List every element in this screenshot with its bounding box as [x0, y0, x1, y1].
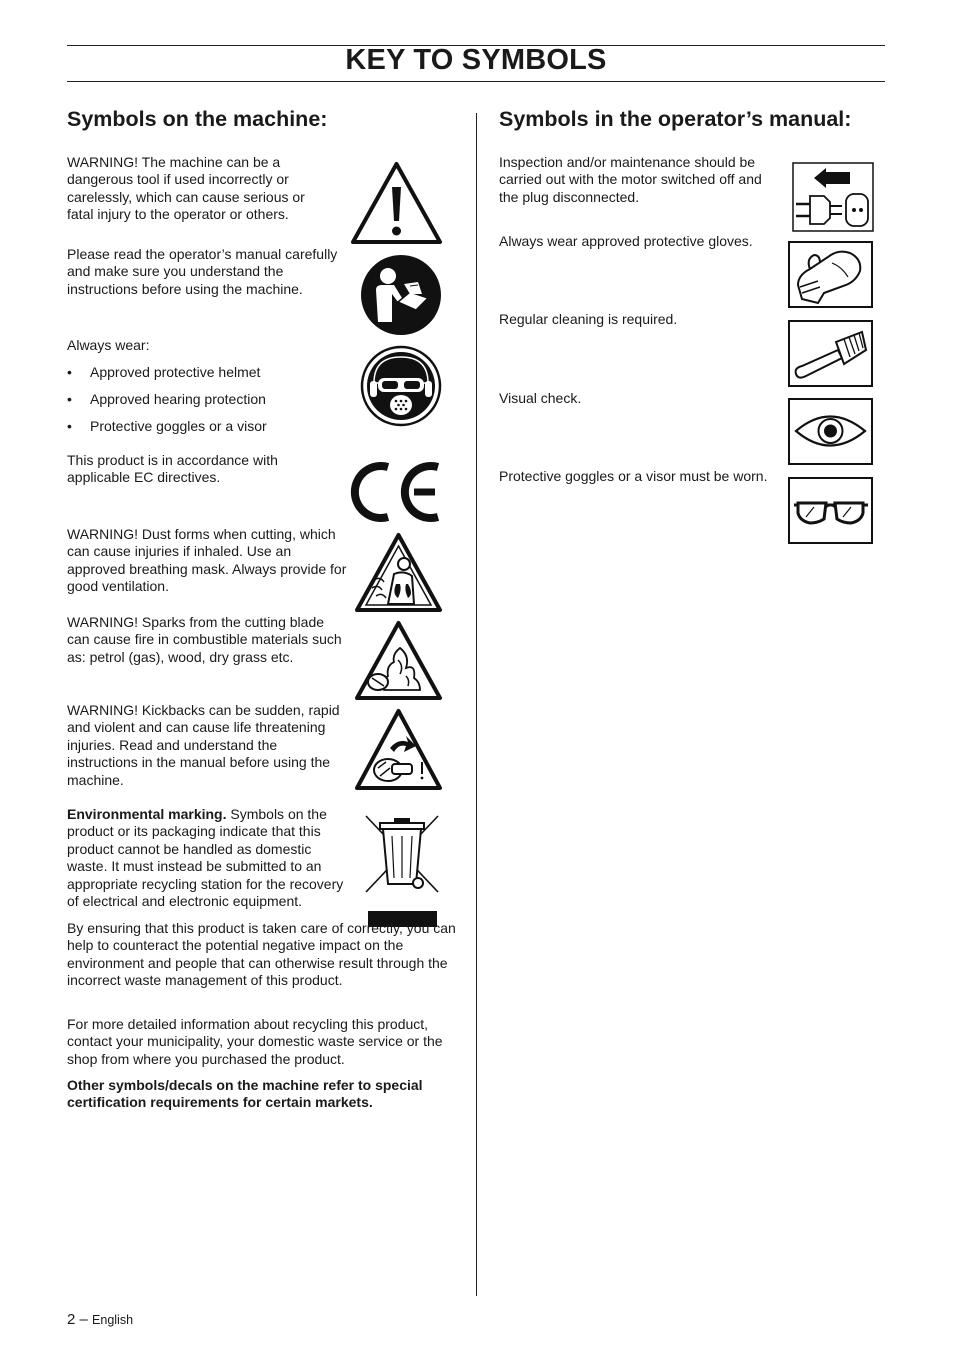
warning-general-text: WARNING! The machine can be a dangerous tool if used incorrectly or carelessly, which can cause serious or fatal injury to the operator or others.: [67, 154, 305, 223]
ce-directive-text: This product is in accordance with applicable EC directives.: [67, 452, 278, 486]
ce-mark-icon: [350, 459, 443, 525]
bullet-dot: •: [67, 364, 72, 380]
read-manual-icon: [360, 254, 442, 336]
inspection-text: Inspection and/or maintenance should be carried out with the motor switched off and the plug disconnected.: [499, 154, 762, 205]
left-section-heading: Symbols on the machine:: [67, 107, 328, 131]
right-section-heading: Symbols in the operator’s manual:: [499, 107, 852, 131]
bullet-dot: •: [67, 418, 72, 434]
kickback-warning-text: WARNING! Kickbacks can be sudden, rapid and violent and can cause life threatening injuries. Read and understand the instructions in the manual before using the machine.: [67, 702, 340, 788]
footer-language: English: [92, 1313, 134, 1327]
sparks-fire-warning-icon: [354, 620, 443, 701]
kickback-warning-icon: [354, 708, 443, 791]
gloves-icon: [788, 241, 873, 308]
visual-check-text: Visual check.: [499, 390, 582, 406]
protective-equipment-icon: [360, 345, 442, 427]
column-divider: [476, 113, 477, 1296]
goggles-required-text: Protective goggles or a visor must be worn.: [499, 468, 768, 484]
unplug-icon: [792, 162, 874, 232]
bullet-hearing-text: Approved hearing protection: [90, 391, 266, 407]
header-bottom-rule: [67, 81, 885, 82]
environmental-marking-text: [67, 806, 352, 910]
environmental-marking-body: Symbols on the product or its packaging indicate that this product cannot be handled as domestic waste. It must instead be submitted to an appropriate recycling station for the recovery of electrical and electronic equipment.: [67, 806, 344, 910]
goggles-icon: [788, 477, 873, 544]
dust-warning-icon: [354, 532, 443, 613]
more-info-text: For more detailed information about recycling this product, contact your municipality, your domestic waste service or the shop from where you purchased the product.: [67, 1016, 443, 1067]
warning-triangle-icon: [350, 161, 443, 245]
bullet-helmet-text: Approved protective helmet: [90, 364, 261, 380]
brush-icon: [788, 320, 873, 387]
other-symbols-bold: Other symbols/decals on the machine refer to special certification requirements for certain markets.: [67, 1077, 423, 1111]
other-symbols-text: [67, 1077, 457, 1112]
always-wear-label: Always wear:: [67, 337, 150, 353]
cleaning-text: Regular cleaning is required.: [499, 311, 678, 327]
dust-warning-text: WARNING! Dust forms when cutting, which can cause injuries if inhaled. Use an approved breathing mask. Always provide for good ventilation.: [67, 526, 347, 595]
gloves-text: Always wear approved protective gloves.: [499, 233, 753, 249]
sparks-warning-text: WARNING! Sparks from the cutting blade can cause fire in combustible materials such as: petrol (gas), wood, dry grass etc.: [67, 614, 342, 665]
crossed-bin-icon: [362, 812, 442, 928]
bullet-goggles-text: Protective goggles or a visor: [90, 418, 267, 434]
bullet-dot: •: [67, 391, 72, 407]
page-number: 2 –: [67, 1311, 88, 1328]
eye-icon: [788, 398, 873, 465]
page-title: KEY TO SYMBOLS: [345, 44, 607, 76]
read-manual-text: Please read the operator’s manual carefully and make sure you understand the instructions before using the machine.: [67, 246, 338, 297]
environmental-marking-label: Environmental marking.: [67, 806, 227, 822]
page-footer: [67, 1311, 133, 1328]
ensuring-care-text: By ensuring that this product is taken care of correctly, you can help to counteract the potential negative impact on the environment and people that can otherwise result through the incorrect waste management of this product.: [67, 920, 456, 989]
